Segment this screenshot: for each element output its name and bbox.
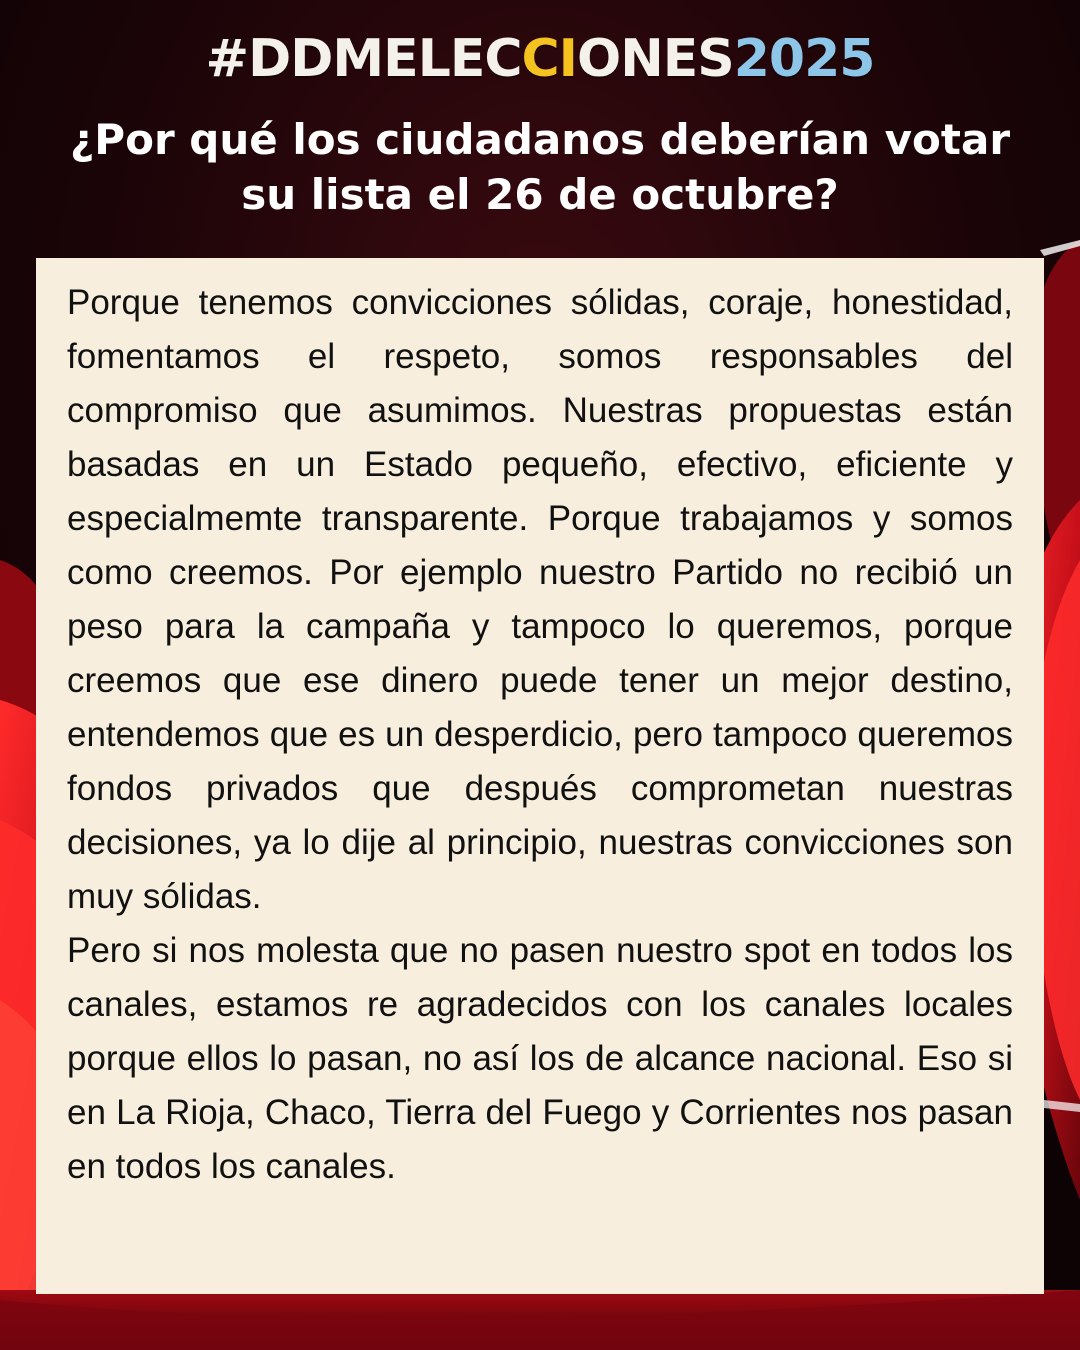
answer-panel	[36, 258, 1044, 1294]
hashtag-part-4: 2025	[733, 29, 875, 89]
hashtag-part-3: ONES	[577, 29, 734, 89]
answer-paragraph-1: Porque tenemos convicciones sólidas, coraje, honestidad, fomentamos el respeto, somos responsables del compromiso que asumimos. Nuestras propuestas están basadas en un Estado pequeño, efectivo, eficiente y especialmemte transparente. Porque trabajamos y somos como creemos. Por ejemplo nuestro Partido no recibió un peso para la campaña y tampoco lo queremos, porque creemos que ese dinero puede tener un mejor destino, entendemos que es un desperdicio, pero tampoco queremos fondos privados que después comprometan nuestras decisiones, ya lo dije al principio, nuestras convicciones son muy sólidas.	[67, 283, 1013, 916]
answer-paragraph-2: Pero si nos molesta que no pasen nuestro spot en todos los canales, estamos re agradecidos con los canales locales porque ellos lo pasan, no así los de alcance nacional. Eso si en La Rioja, Chaco, Tierra del Fuego y Corrientes nos pasan en todos los canales.	[67, 931, 1013, 1186]
question-title: ¿Por qué los ciudadanos deberían votar su lista el 26 de octubre?	[69, 115, 1011, 219]
hashtag-part-1: #DDMELEC	[205, 29, 522, 89]
campaign-hashtag	[0, 26, 1080, 92]
hashtag-part-2: CI	[521, 29, 578, 89]
